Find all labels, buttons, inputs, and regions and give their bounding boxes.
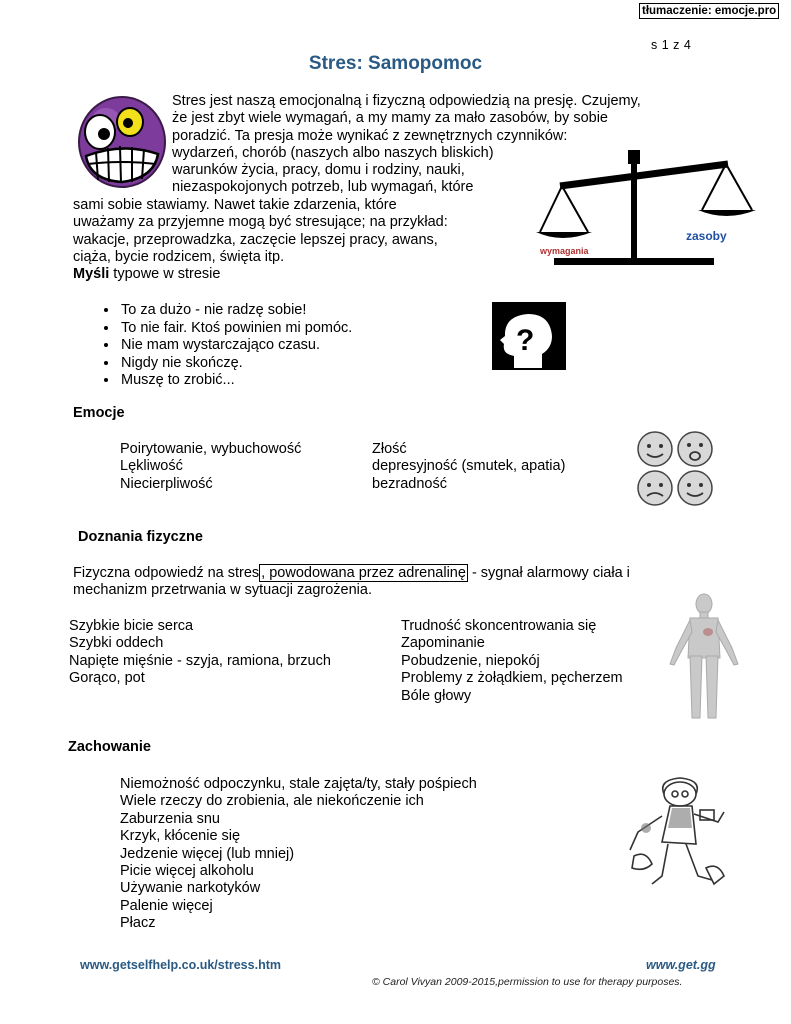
list-item: Picie więcej alkoholu [120, 863, 254, 880]
intro-paragraph-bottom [73, 197, 448, 283]
intro-line: wydarzeń, chorób (naszych albo naszych bliskich) [172, 144, 494, 161]
adrenaline-boxed-text: , powodowana przez adrenalinę [261, 565, 466, 581]
list-item: Niecierpliwość [120, 475, 213, 492]
intro-line: warunków życia, pracy, domu i rodziny, nauki, [172, 162, 465, 179]
emotions-heading: Emocje [73, 405, 125, 421]
list-item: Gorąco, pot [69, 670, 145, 687]
thoughts-heading-rest: typowe w stresie [109, 266, 221, 283]
physical-text-a: Fizyczna odpowiedź na stres [73, 565, 260, 581]
list-item: • Muszę to zrobić... [119, 372, 352, 390]
list-item: Używanie narkotyków [120, 880, 261, 897]
list-item: Jedzenie więcej (lub mniej) [120, 845, 295, 862]
list-item: Napięte mięśnie - szyja, ramiona, brzuch [69, 652, 331, 669]
intro-line: Stres jest naszą emocjonalną i fizyczną odpowiedzią na presję. Czujemy, [172, 93, 641, 109]
list-item: Trudność skoncentrowania się [401, 618, 597, 634]
behaviour-heading: Zachowanie [68, 739, 151, 755]
intro-line: sami sobie stawiamy. Nawet takie zdarzenia, które [73, 197, 397, 213]
footer-right-link[interactable]: www.get.gg [646, 958, 716, 972]
human-body-image [666, 592, 742, 722]
intro-line: niezaspokojonych potrzeb, lub wymagań, które [172, 179, 474, 196]
footer-left-link[interactable]: www.getselfhelp.co.uk/stress.htm [80, 958, 281, 972]
page-number: s 1 z 4 [651, 38, 692, 52]
list-item: Problemy z żołądkiem, pęcherzem [401, 670, 623, 687]
intro-line: wakacje, przeprowadzka, zaczęcie lepszej pracy, awans, [73, 231, 438, 248]
scale-left-label: wymagania [540, 246, 589, 256]
intro-line: uważamy za przyjemne mogą być stresujące; na przykład: [73, 214, 448, 231]
list-item: Płacz [120, 915, 156, 932]
list-item: Poirytowanie, wybuchowość [120, 441, 302, 457]
physical-column-1 [69, 618, 331, 688]
list-item: Szybkie bicie serca [69, 618, 194, 634]
list-item: bezradność [372, 475, 447, 492]
list-item: Palenie więcej [120, 897, 213, 914]
thoughts-list [73, 302, 352, 390]
svg-text:?: ? [516, 324, 535, 357]
list-item: Złość [372, 441, 407, 457]
physical-text-b: - sygnał alarmowy ciała i [467, 565, 630, 581]
list-item: Zapominanie [401, 635, 485, 652]
emotions-column-1 [120, 441, 301, 493]
busy-person-cartoon-image [622, 772, 730, 896]
list-item: • To za dużo - nie radzę sobie! [119, 302, 352, 320]
thoughts-heading [73, 266, 448, 283]
page-title: Stres: Samopomoc [308, 53, 483, 74]
physical-paragraph-line-1 [73, 565, 630, 582]
intro-line: że jest zbyt wiele wymagań, a my mamy za mało zasobów, by sobie [172, 110, 608, 127]
list-item: Wiele rzeczy do zrobienia, ale niekończenie ich [120, 793, 424, 810]
head-question-icon [492, 302, 566, 370]
intro-line: poradzić. Ta presja może wynikać z zewnętrznych czynników: [172, 127, 568, 144]
physical-heading: Doznania fizyczne [78, 529, 203, 545]
scale-right-label: zasoby [686, 229, 727, 243]
physical-column-2 [401, 618, 623, 705]
translator-label: tłumaczenie: emocje.pro [639, 3, 779, 19]
thoughts-heading-bold: Myśli [73, 266, 110, 283]
list-item: Niemożność odpoczynku, stale zajęta/ty, stały pośpiech [120, 776, 477, 792]
list-item: • To nie fair. Ktoś powinien mi pomóc. [119, 320, 352, 338]
list-item: Krzyk, kłócenie się [120, 828, 241, 845]
copyright-text: © Carol Vivyan 2009-2015,permission to use for therapy purposes. [372, 976, 683, 988]
balance-scale-image [532, 148, 772, 270]
stressed-face-image [76, 94, 168, 190]
emotion-faces-image [635, 430, 715, 508]
physical-paragraph [73, 565, 630, 600]
list-item: Bóle głowy [401, 687, 472, 704]
list-item: depresyjność (smutek, apatia) [372, 458, 566, 475]
behaviour-list [120, 776, 477, 933]
list-item: Szybki oddech [69, 635, 164, 652]
intro-line: ciąża, bycie rodzicem, święta itp. [73, 248, 285, 265]
list-item: • Nie mam wystarczająco czasu. [119, 337, 352, 355]
list-item: Zaburzenia snu [120, 810, 220, 827]
physical-paragraph-line-2: mechanizm przetrwania w sytuacji zagrożenia. [73, 582, 372, 599]
list-item: Lękliwość [120, 458, 183, 475]
list-item: Pobudzenie, niepokój [401, 652, 540, 669]
emotions-column-2 [372, 441, 565, 493]
list-item: • Nigdy nie skończę. [119, 355, 352, 373]
